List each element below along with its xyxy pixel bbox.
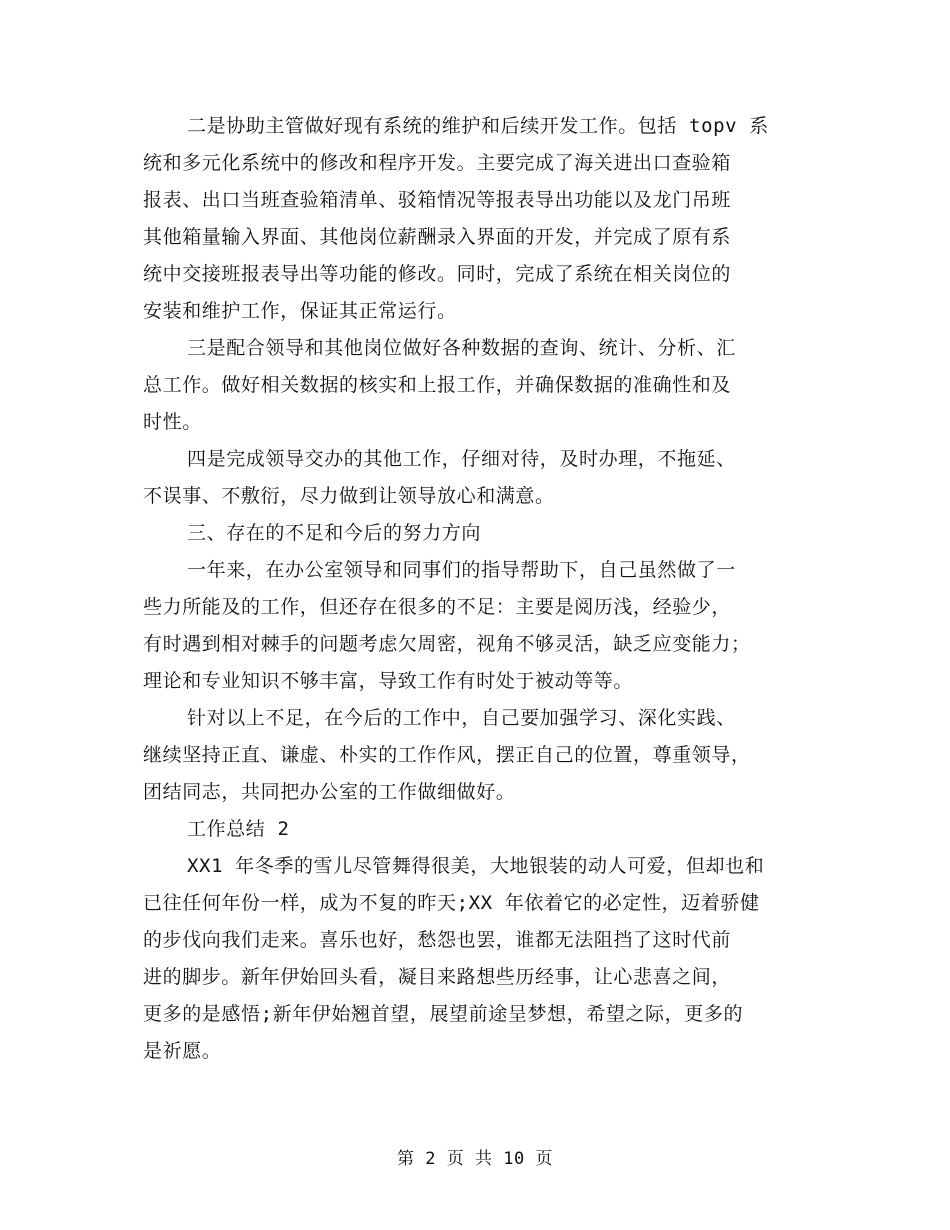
text-line: 理论和专业知识不够丰富，导致工作有时处于被动等等。 xyxy=(143,670,634,692)
text-line: 是祈愿。 xyxy=(143,1040,222,1062)
text-line: 统中交接班报表导出等功能的修改。同时，完成了系统在相关岗位的 xyxy=(143,263,732,285)
text-line: 些力所能及的工作，但还存在很多的不足：主要是阅历浅，经验少， xyxy=(143,596,732,618)
text-line: 针对以上不足，在今后的工作中，自己要加强学习、深化实践、 xyxy=(187,707,736,729)
text-line: 更多的是感悟;新年伊始翘首望，展望前途呈梦想，希望之际，更多的 xyxy=(143,1003,744,1025)
section-heading: 三、存在的不足和今后的努力方向 xyxy=(187,522,482,544)
text-line: 团结同志，共同把办公室的工作做细做好。 xyxy=(143,781,516,803)
section-heading: 工作总结 2 xyxy=(187,818,290,840)
text-line: 不误事、不敷衍，尽力做到让领导放心和满意。 xyxy=(143,485,555,507)
text-line: 三是配合领导和其他岗位做好各种数据的查询、统计、分析、汇 xyxy=(187,337,736,359)
text-line: 有时遇到相对棘手的问题考虑欠周密，视角不够灵活，缺乏应变能力； xyxy=(143,633,751,655)
text-line: XX1 年冬季的雪儿尽管舞得很美，大地银装的动人可爱，但却也和 xyxy=(187,855,765,877)
text-line: 总工作。做好相关数据的核实和上报工作，并确保数据的准确性和及 xyxy=(143,374,732,396)
document-body xyxy=(143,108,808,1070)
text-line: 的步伐向我们走来。喜乐也好，愁怨也罢，谁都无法阻挡了这时代前 xyxy=(143,929,732,951)
text-line: 继续坚持正直、谦虚、朴实的工作作风，摆正自己的位置，尊重领导， xyxy=(143,744,751,766)
text-line: 二是协助主管做好现有系统的维护和后续开发工作。包括 topv 系 xyxy=(187,115,769,137)
text-line: 一年来，在办公室领导和同事们的指导帮助下，自己虽然做了一 xyxy=(187,559,736,581)
text-line: 统和多元化系统中的修改和程序开发。主要完成了海关进出口查验箱 xyxy=(143,152,732,174)
text-line: 四是完成领导交办的其他工作，仔细对待，及时办理，不拖延、 xyxy=(187,448,736,470)
text-line: 时性。 xyxy=(143,411,202,433)
text-line: 进的脚步。新年伊始回头看，凝目来路想些历经事，让心悲喜之间， xyxy=(143,966,732,988)
text-line: 报表、出口当班查验箱清单、驳箱情况等报表导出功能以及龙门吊班 xyxy=(143,189,732,211)
text-line: 已往任何年份一样，成为不复的昨天;XX 年依着它的必定性，迈着骄健 xyxy=(143,892,760,914)
text-line: 安装和维护工作，保证其正常运行。 xyxy=(143,300,457,322)
page-number-footer: 第 2 页 共 10 页 xyxy=(397,1149,553,1169)
text-line: 其他箱量输入界面、其他岗位薪酬录入界面的开发，并完成了原有系 xyxy=(143,226,732,248)
